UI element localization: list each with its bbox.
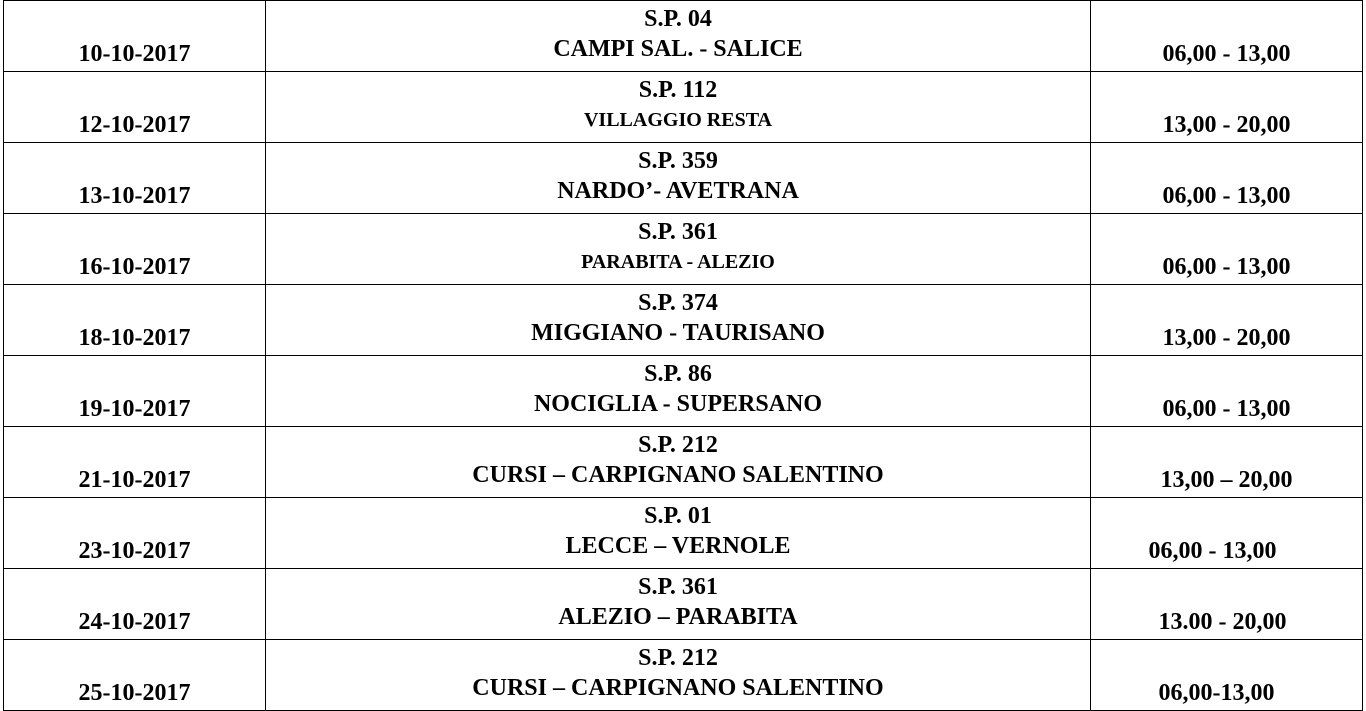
time-range: 06,00 - 13,00 (1162, 41, 1291, 67)
road-cell (266, 498, 1091, 569)
road-route: CURSI – CARPIGNANO SALENTINO (472, 462, 884, 488)
road-route: NOCIGLIA - SUPERSANO (533, 391, 823, 417)
table-row (4, 640, 1363, 711)
road-cell (266, 569, 1091, 640)
date-text: 16-10-2017 (78, 254, 191, 280)
time-cell (1091, 569, 1363, 640)
date-cell (4, 285, 266, 356)
time-cell (1091, 285, 1363, 356)
schedule-body (4, 1, 1363, 711)
time-range: 06,00-13,00 (1158, 680, 1275, 706)
date-cell (4, 640, 266, 711)
road-code: S.P. 212 (638, 645, 718, 671)
time-range: 13,00 – 20,00 (1160, 467, 1293, 493)
date-cell (4, 569, 266, 640)
road-cell (266, 214, 1091, 285)
road-route: NARDO’- AVETRANA (557, 178, 799, 204)
road-code: S.P. 04 (644, 6, 712, 32)
closure-schedule-table (3, 0, 1363, 711)
road-code: S.P. 112 (638, 77, 718, 103)
time-cell (1091, 427, 1363, 498)
road-cell (266, 640, 1091, 711)
date-cell (4, 498, 266, 569)
road-code: S.P. 361 (638, 574, 718, 600)
road-route: PARABITA - ALEZIO (581, 251, 775, 273)
time-range: 06,00 - 13,00 (1162, 183, 1291, 209)
date-cell (4, 427, 266, 498)
date-text: 12-10-2017 (78, 112, 191, 138)
time-range: 06,00 - 13,00 (1162, 254, 1291, 280)
table-row (4, 143, 1363, 214)
road-route: ALEZIO – PARABITA (558, 604, 798, 630)
table-row (4, 214, 1363, 285)
table-row (4, 569, 1363, 640)
table-row (4, 427, 1363, 498)
road-code: S.P. 01 (644, 503, 712, 529)
date-text: 18-10-2017 (78, 325, 191, 351)
time-cell (1091, 640, 1363, 711)
road-code: S.P. 359 (638, 148, 718, 174)
time-cell (1091, 498, 1363, 569)
date-text: 23-10-2017 (78, 538, 191, 564)
time-cell (1091, 356, 1363, 427)
road-cell (266, 356, 1091, 427)
time-range: 06,00 - 13,00 (1162, 396, 1291, 422)
road-cell (266, 72, 1091, 143)
date-text: 19-10-2017 (78, 396, 191, 422)
table-row (4, 356, 1363, 427)
time-cell (1091, 72, 1363, 143)
road-route: LECCE – VERNOLE (565, 533, 791, 559)
time-cell (1091, 1, 1363, 72)
date-text: 21-10-2017 (78, 467, 191, 493)
date-cell (4, 143, 266, 214)
time-range: 13,00 - 20,00 (1162, 112, 1291, 138)
time-range: 13,00 - 20,00 (1162, 325, 1291, 351)
road-code: S.P. 361 (638, 219, 718, 245)
time-range: 06,00 - 13,00 (1148, 538, 1277, 564)
date-text: 13-10-2017 (78, 183, 191, 209)
date-cell (4, 1, 266, 72)
road-cell (266, 1, 1091, 72)
table-row (4, 498, 1363, 569)
date-cell (4, 214, 266, 285)
road-code: S.P. 374 (638, 290, 718, 316)
table-row (4, 72, 1363, 143)
table-row (4, 1, 1363, 72)
table-row (4, 285, 1363, 356)
time-cell (1091, 214, 1363, 285)
date-text: 10-10-2017 (78, 41, 191, 67)
road-cell (266, 427, 1091, 498)
date-text: 25-10-2017 (78, 680, 191, 706)
road-code: S.P. 212 (638, 432, 718, 458)
road-code: S.P. 86 (644, 361, 712, 387)
road-cell (266, 143, 1091, 214)
date-cell (4, 356, 266, 427)
road-route: CURSI – CARPIGNANO SALENTINO (472, 675, 884, 701)
road-route: CAMPI SAL. - SALICE (553, 36, 803, 62)
date-cell (4, 72, 266, 143)
road-route: MIGGIANO - TAURISANO (531, 320, 825, 346)
time-cell (1091, 143, 1363, 214)
date-text: 24-10-2017 (78, 609, 191, 635)
time-range: 13.00 - 20,00 (1158, 609, 1287, 635)
road-route: VILLAGGIO RESTA (583, 109, 772, 131)
road-cell (266, 285, 1091, 356)
